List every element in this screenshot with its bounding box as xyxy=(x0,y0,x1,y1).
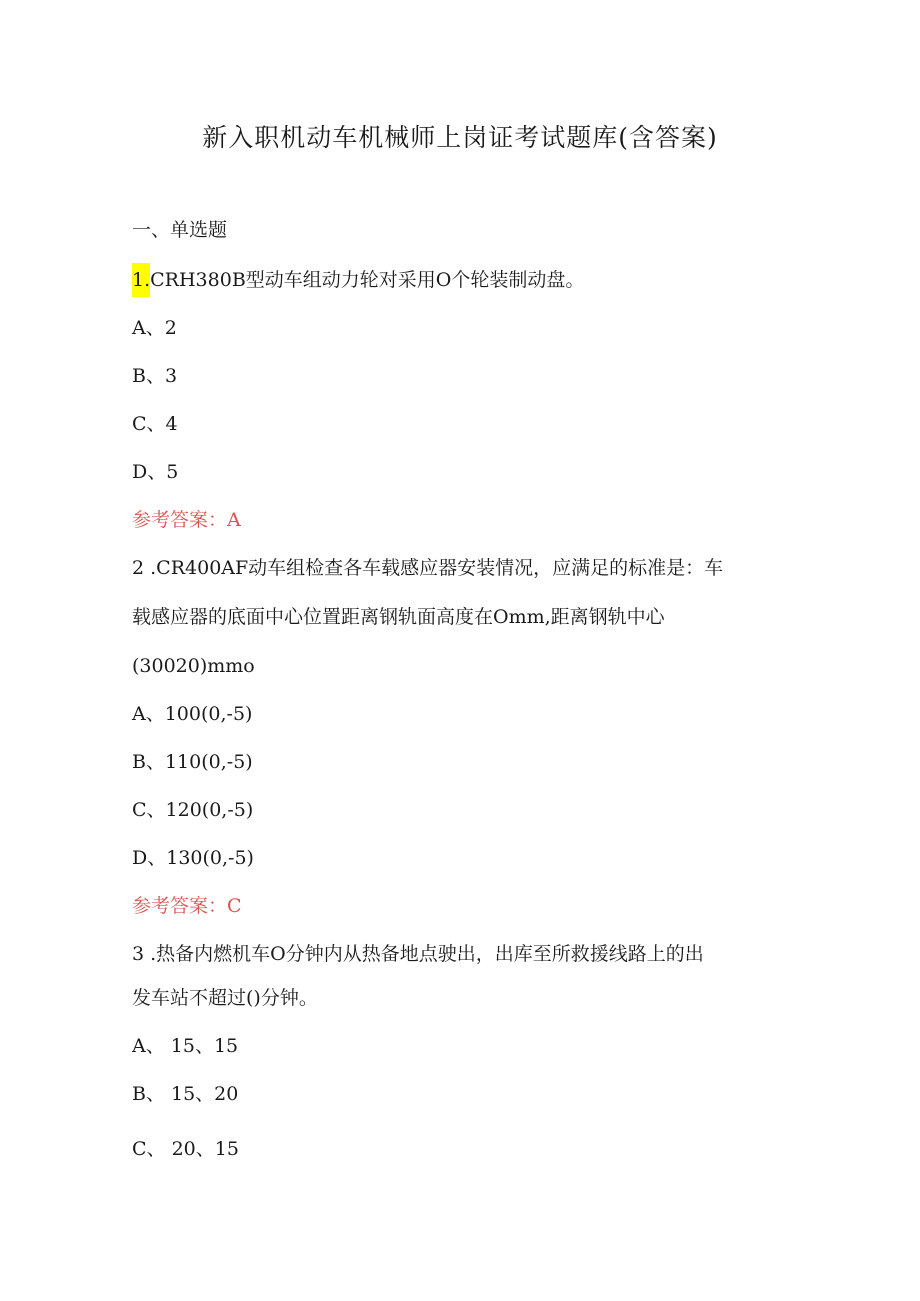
question-2-stem-line-1 xyxy=(132,554,723,582)
question-3-stem-line-1 xyxy=(132,940,704,968)
question-2-stem-line-2: 载感应器的底面中心位置距离钢轨面高度在Omm,距离钢轨中心 xyxy=(132,606,665,628)
question-3-option-a: A、 15、15 xyxy=(132,1035,239,1057)
question-3-stem-line-2: 发车站不超过()分钟。 xyxy=(132,987,318,1009)
question-2-number: 2 xyxy=(132,557,145,579)
question-2-option-d: D、130(0,-5) xyxy=(132,847,254,869)
question-3-option-b: B、 15、20 xyxy=(132,1083,239,1105)
question-1-option-c: C、4 xyxy=(132,413,178,435)
question-2-text-1: .CR400AF动车组检查各车载感应器安装情况，应满足的标准是：车 xyxy=(144,557,724,579)
question-1-option-d: D、5 xyxy=(132,461,179,483)
question-3-number: 3 xyxy=(132,943,145,965)
question-1-answer: 参考答案：A xyxy=(132,509,241,531)
question-3-text-1: .热备内燃机车O分钟内从热备地点驶出，出库至所救援线路上的出 xyxy=(144,943,704,965)
question-2-option-b: B、110(0,-5) xyxy=(132,751,253,773)
question-1-text: CRH380B型动车组动力轮对采用O个轮装制动盘。 xyxy=(150,269,585,291)
question-3-option-c: C、 20、15 xyxy=(132,1138,239,1160)
question-1-stem xyxy=(132,266,584,294)
question-2-answer: 参考答案：C xyxy=(132,895,242,917)
question-1-option-b: B、3 xyxy=(132,365,178,387)
question-2-stem-line-3: (30020)mmo xyxy=(132,655,255,677)
question-2-option-a: A、100(0,-5) xyxy=(132,703,253,725)
question-1-option-a: A、2 xyxy=(132,317,177,339)
question-2-option-c: C、120(0,-5) xyxy=(132,799,254,821)
question-1-number: 1. xyxy=(132,263,150,297)
section-heading: 一、单选题 xyxy=(132,219,228,241)
page-title: 新入职机动车机械师上岗证考试题库(含答案) xyxy=(202,123,718,152)
